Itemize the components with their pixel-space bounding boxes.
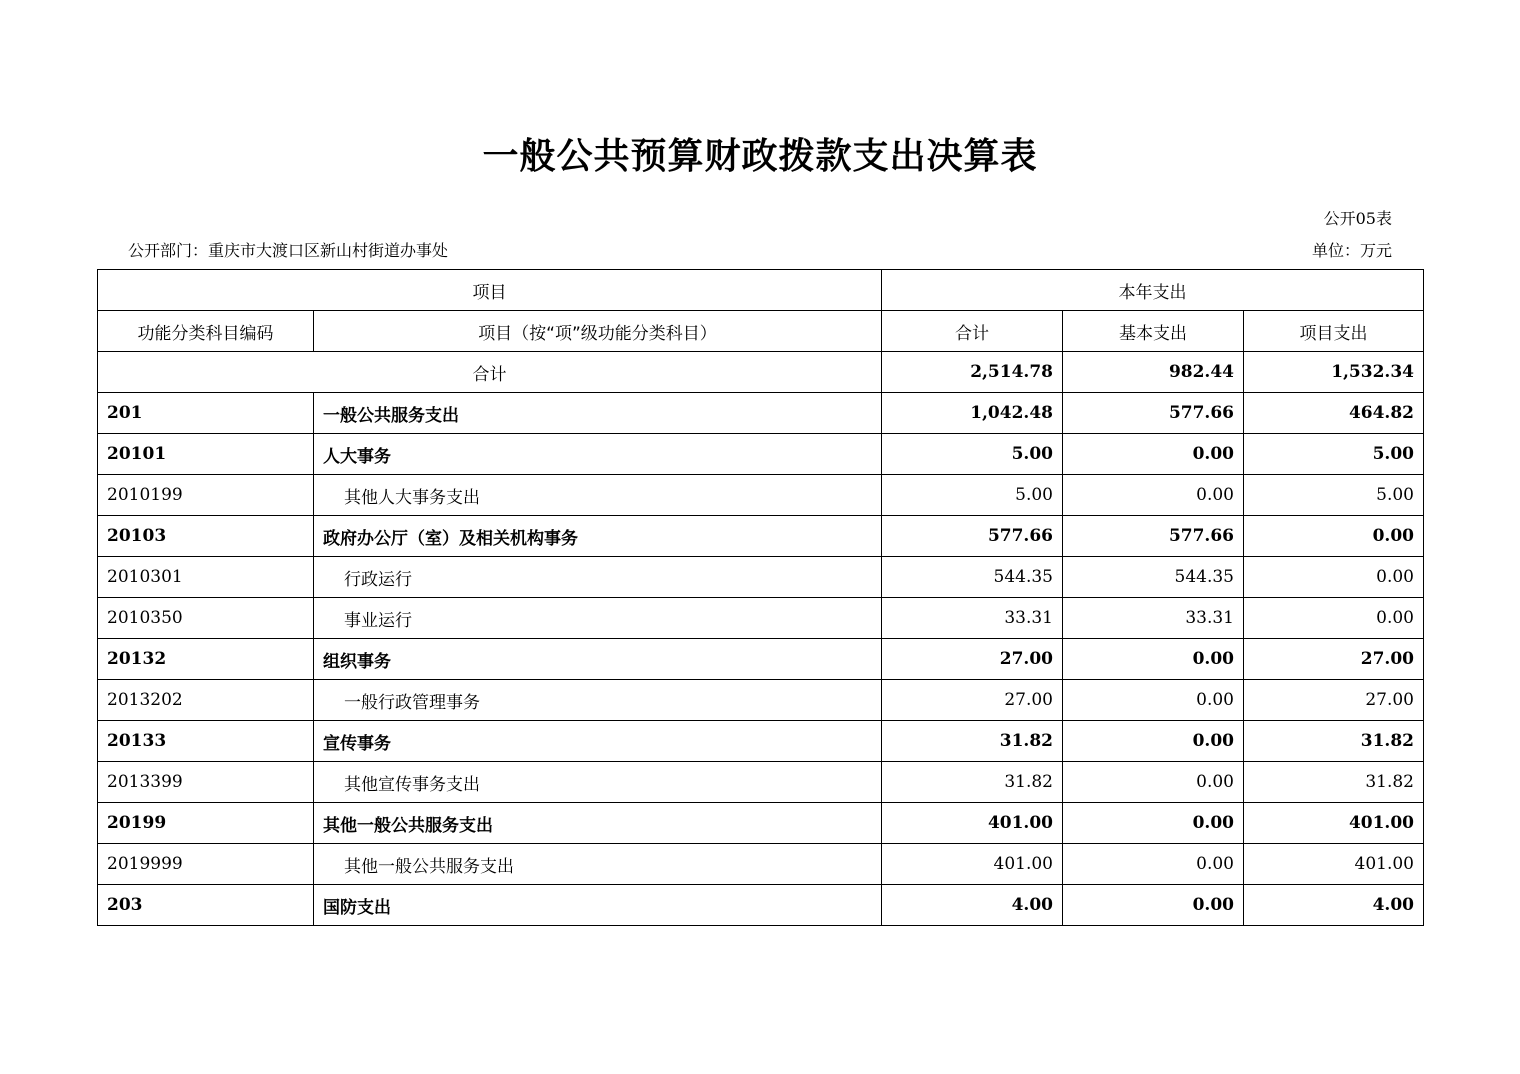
- row-code: 203: [98, 885, 314, 926]
- row-basic: 0.00: [1063, 721, 1244, 762]
- row-name: 其他一般公共服务支出: [314, 803, 882, 844]
- row-total: 401.00: [882, 803, 1063, 844]
- summary-basic: 982.44: [1063, 352, 1244, 393]
- row-code: 2010301: [98, 557, 314, 598]
- table-row: [98, 475, 1424, 516]
- row-basic: 0.00: [1063, 680, 1244, 721]
- header-item: 项目: [98, 270, 882, 311]
- row-project: 31.82: [1244, 721, 1424, 762]
- header-total: 合计: [882, 311, 1063, 352]
- summary-total: 2,514.78: [882, 352, 1063, 393]
- row-project: 0.00: [1244, 598, 1424, 639]
- row-project: 0.00: [1244, 516, 1424, 557]
- row-name: 其他宣传事务支出: [314, 762, 882, 803]
- row-name: 组织事务: [314, 639, 882, 680]
- table-row: [98, 803, 1424, 844]
- row-total: 27.00: [882, 639, 1063, 680]
- summary-row: [98, 352, 1424, 393]
- summary-label: 合计: [98, 352, 882, 393]
- row-total: 1,042.48: [882, 393, 1063, 434]
- row-project: 5.00: [1244, 475, 1424, 516]
- row-project: 401.00: [1244, 844, 1424, 885]
- row-basic: 0.00: [1063, 885, 1244, 926]
- department-label: 公开部门：重庆市大渡口区新山村街道办事处: [128, 241, 449, 260]
- row-project: 401.00: [1244, 803, 1424, 844]
- row-name: 一般行政管理事务: [314, 680, 882, 721]
- row-name: 宣传事务: [314, 721, 882, 762]
- row-basic: 0.00: [1063, 803, 1244, 844]
- row-total: 31.82: [882, 762, 1063, 803]
- header-current-year-expense: 本年支出: [882, 270, 1424, 311]
- row-project: 4.00: [1244, 885, 1424, 926]
- unit-label: 单位：万元: [1311, 241, 1392, 260]
- page-title: 一般公共预算财政拨款支出决算表: [482, 136, 1038, 177]
- row-total: 27.00: [882, 680, 1063, 721]
- header-row-2: [98, 311, 1424, 352]
- row-total: 544.35: [882, 557, 1063, 598]
- table-row: [98, 885, 1424, 926]
- table-row: [98, 844, 1424, 885]
- row-code: 201: [98, 393, 314, 434]
- row-basic: 33.31: [1063, 598, 1244, 639]
- row-total: 31.82: [882, 721, 1063, 762]
- table-row: [98, 393, 1424, 434]
- table-row: [98, 516, 1424, 557]
- row-code: 2019999: [98, 844, 314, 885]
- header-row-1: [98, 270, 1424, 311]
- budget-table: [97, 269, 1424, 926]
- row-basic: 577.66: [1063, 516, 1244, 557]
- row-basic: 0.00: [1063, 434, 1244, 475]
- row-basic: 0.00: [1063, 639, 1244, 680]
- row-name: 其他人大事务支出: [314, 475, 882, 516]
- table-row: [98, 598, 1424, 639]
- row-project: 0.00: [1244, 557, 1424, 598]
- row-basic: 0.00: [1063, 762, 1244, 803]
- row-project: 27.00: [1244, 639, 1424, 680]
- row-code: 2013399: [98, 762, 314, 803]
- row-project: 5.00: [1244, 434, 1424, 475]
- table-row: [98, 557, 1424, 598]
- row-code: 20199: [98, 803, 314, 844]
- row-name: 其他一般公共服务支出: [314, 844, 882, 885]
- row-basic: 0.00: [1063, 844, 1244, 885]
- table-body: [98, 352, 1424, 926]
- row-name: 一般公共服务支出: [314, 393, 882, 434]
- row-code: 2010199: [98, 475, 314, 516]
- table-number: 公开05表: [1323, 209, 1392, 228]
- table-row: [98, 639, 1424, 680]
- row-name: 政府办公厅（室）及相关机构事务: [314, 516, 882, 557]
- row-code: 20101: [98, 434, 314, 475]
- row-project: 464.82: [1244, 393, 1424, 434]
- row-total: 5.00: [882, 475, 1063, 516]
- table-row: [98, 680, 1424, 721]
- row-total: 33.31: [882, 598, 1063, 639]
- table-row: [98, 762, 1424, 803]
- row-basic: 577.66: [1063, 393, 1244, 434]
- row-name: 行政运行: [314, 557, 882, 598]
- row-total: 401.00: [882, 844, 1063, 885]
- row-project: 27.00: [1244, 680, 1424, 721]
- row-total: 5.00: [882, 434, 1063, 475]
- row-basic: 0.00: [1063, 475, 1244, 516]
- row-code: 20132: [98, 639, 314, 680]
- table-row: [98, 721, 1424, 762]
- table-row: [98, 434, 1424, 475]
- header-basic: 基本支出: [1063, 311, 1244, 352]
- row-project: 31.82: [1244, 762, 1424, 803]
- row-total: 577.66: [882, 516, 1063, 557]
- row-total: 4.00: [882, 885, 1063, 926]
- header-project: 项目支出: [1244, 311, 1424, 352]
- row-name: 事业运行: [314, 598, 882, 639]
- row-name: 国防支出: [314, 885, 882, 926]
- header-item-by-class: 项目（按“项”级功能分类科目）: [314, 311, 882, 352]
- row-basic: 544.35: [1063, 557, 1244, 598]
- row-code: 20133: [98, 721, 314, 762]
- row-code: 2010350: [98, 598, 314, 639]
- summary-project: 1,532.34: [1244, 352, 1424, 393]
- row-name: 人大事务: [314, 434, 882, 475]
- row-code: 20103: [98, 516, 314, 557]
- row-code: 2013202: [98, 680, 314, 721]
- header-code: 功能分类科目编码: [98, 311, 314, 352]
